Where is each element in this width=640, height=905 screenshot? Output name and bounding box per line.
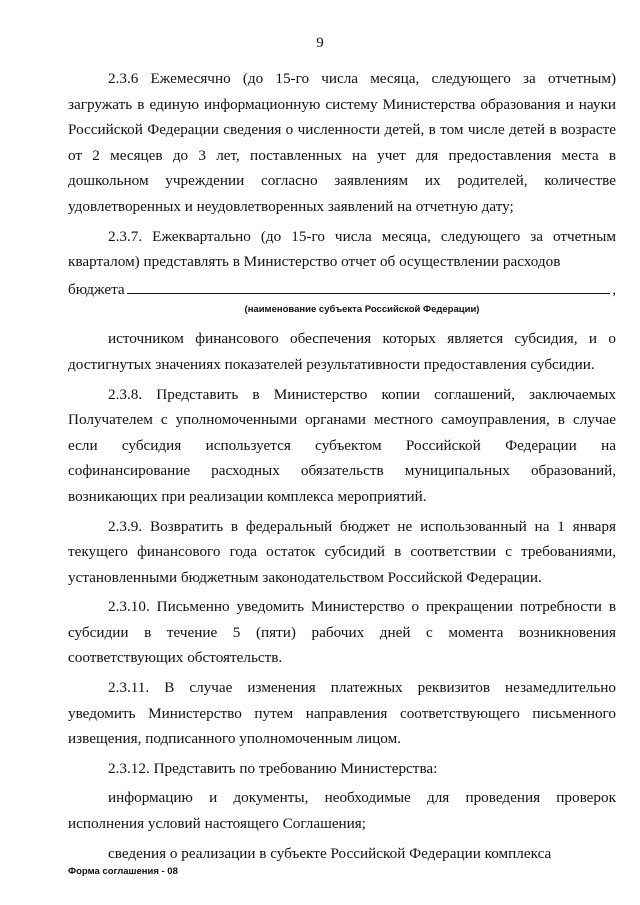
clause-2-3-12-item-info: сведения о реализации в субъекте Российской Федерации комплекса — [108, 844, 552, 862]
budget-fill-line — [68, 277, 616, 303]
clause-2-3-6: 2.3.6 Ежемесячно (до 15-го числа месяца, следующего за отчетным) загружать в единую информационную систему Министерства образования и науки Российской Федерации сведения о численности детей, в том числе детей в возрасте от 2 месяцев до 3 лет, поставленных на учет для предоставления места в дошкольном учреждении согласно заявлениям их родителей, количестве удовлетворенных и неудовлетворенных заявлений на отчетную дату; — [68, 70, 616, 215]
clause-2-3-7-continuation: источником финансового обеспечения которых является субсидия, и о достигнутых значениях показателей результативности предоставления субсидии. — [68, 330, 616, 373]
clause-2-3-11: 2.3.11. В случае изменения платежных реквизитов незамедлительно уведомить Министерство путем направления соответствующего письменного извещения, подписанного уполномоченным лицом. — [68, 679, 616, 748]
budget-comma: , — [612, 280, 616, 298]
budget-word: бюджета — [68, 280, 125, 298]
clause-2-3-10: 2.3.10. Письменно уведомить Министерство о прекращении потребности в субсидии в течение 5 (пяти) рабочих дней с момента возникновения соответствующих обстоятельств. — [68, 598, 616, 667]
subject-name-blank-field — [127, 279, 611, 294]
clause-2-3-9: 2.3.9. Возвратить в федеральный бюджет не использованный на 1 января текущего финансового года остаток субсидий в соответствии с требованиями, установленными бюджетным законодательством Российской Федерации. — [68, 517, 616, 586]
subject-name-caption: (наименование субъекта Российской Федерации) — [244, 304, 480, 316]
clause-2-3-12: 2.3.12. Представить по требованию Министерства: — [108, 759, 438, 777]
page-number: 9 — [316, 35, 324, 51]
document-body — [68, 66, 616, 870]
clause-2-3-12-item-documents: информацию и документы, необходимые для проведения проверок исполнения условий настоящего Соглашения; — [68, 789, 616, 833]
clause-2-3-8: 2.3.8. Представить в Министерство копии соглашений, заключаемых Получателем с уполномоченными органами местного самоуправления, в случае если субсидия используется субъектом Российской Федерации на софинансирование расходных обязательств муниципальных образований, возникающих при реализации комплекса мероприятий. — [68, 385, 616, 505]
form-footer-label: Форма соглашения - 08 — [68, 866, 178, 877]
clause-2-3-7: 2.3.7. Ежеквартально (до 15-го числа месяца, следующего за отчетным кварталом) представлять в Министерство отчет об осуществлении расходов — [68, 227, 616, 271]
